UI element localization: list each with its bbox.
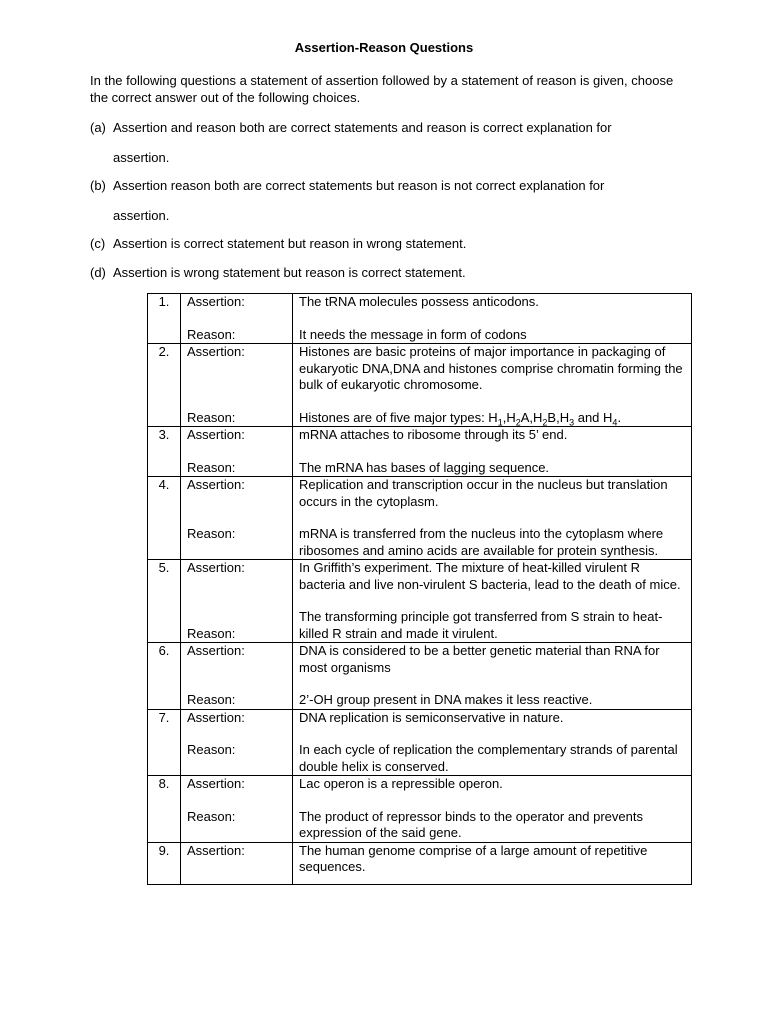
question-number: 8. [148,776,181,843]
option-letter: (a) [90,120,106,135]
reason-label: Reason: [187,742,236,757]
statement-cell [293,294,692,344]
option-text: Assertion reason both are correct statements but reason is not correct explanation for [113,178,605,193]
table-row [148,477,692,560]
option-continuation: assertion. [113,149,170,165]
option-text: Assertion and reason both are correct statements and reason is correct explanation for [113,120,612,135]
option-letter: (d) [90,265,106,280]
reason-label: Reason: [187,459,236,475]
assertion-text: Histones are basic proteins of major importance in packaging of eukaryotic DNA,DNA and histones comprise chromatin forming the bulk of eukaryotic chromosome. [299,344,683,392]
assertion-label: Assertion: [187,842,245,858]
assertion-text: DNA is considered to be a better genetic material than RNA for most organisms [299,643,660,675]
assertion-label: Assertion: [187,776,245,791]
option-letter: (b) [90,178,106,193]
statement-cell [293,776,692,843]
label-cell [181,776,293,843]
table-row [148,842,692,884]
statement-cell [293,842,692,884]
assertion-text: Replication and transcription occur in the nucleus but translation occurs in the cytoplasm. [299,477,668,509]
reason-text: It needs the message in form of codons [299,326,527,342]
questions-table [147,293,692,885]
table-row [148,643,692,710]
label-cell [181,709,293,776]
reason-text: The product of repressor binds to the operator and prevents expression of the said gene. [299,808,643,840]
statement-cell [293,427,692,477]
assertion-text: Lac operon is a repressible operon. [299,776,503,791]
assertion-text: In Griffith’s experiment. The mixture of heat-killed virulent R bacteria and live non-virulent S bacteria, lead to the death of mice. [299,560,681,592]
reason-label: Reason: [187,525,236,541]
table-row [148,344,692,427]
assertion-text: mRNA attaches to ribosome through its 5’ end. [299,427,568,442]
page-title: Assertion-Reason Questions [294,40,474,55]
label-cell [181,477,293,560]
reason-label: Reason: [187,691,236,707]
label-cell [181,427,293,477]
question-number: 9. [148,842,181,884]
assertion-label: Assertion: [187,560,245,575]
reason-text: In each cycle of replication the complementary strands of parental double helix is conserved. [299,742,678,774]
option-b [90,178,710,224]
assertion-label: Assertion: [187,427,245,442]
assertion-label: Assertion: [187,709,245,725]
table-row [148,776,692,843]
question-number: 6. [148,643,181,710]
reason-text: The mRNA has bases of lagging sequence. [299,459,550,475]
question-number: 2. [148,344,181,427]
statement-cell [293,344,692,427]
reason-label: Reason: [187,326,236,342]
table-row [148,560,692,643]
reason-label: Reason: [187,409,236,425]
intro-paragraph: In the following questions a statement of assertion followed by a statement of reason is given, choose the correct answer out of the following choices. [90,73,674,105]
option-c [90,236,710,253]
option-continuation: assertion. [113,207,170,223]
table-row [148,709,692,776]
table-row [148,294,692,344]
reason-label: Reason: [187,625,236,641]
table-row [148,427,692,477]
option-text: Assertion is correct statement but reason in wrong statement. [113,236,467,251]
statement-cell [293,643,692,710]
reason-label: Reason: [187,808,236,824]
question-number: 4. [148,477,181,560]
assertion-text: The human genome comprise of a large amount of repetitive sequences. [299,842,648,874]
statement-cell [293,560,692,643]
assertion-text: DNA replication is semiconservative in nature. [299,709,564,725]
question-number: 3. [148,427,181,477]
option-d [90,265,710,282]
option-text: Assertion is wrong statement but reason is correct statement. [113,265,466,280]
question-number: 5. [148,560,181,643]
label-cell [181,643,293,710]
reason-text: Histones are of five major types: $H_1,H_2A,H_2B,H_3$ and $H_4$. [299,409,622,428]
reason-text: 2’-OH group present in DNA makes it less reactive. [299,692,593,707]
assertion-label: Assertion: [187,344,245,359]
label-cell [181,344,293,427]
label-cell [181,560,293,643]
statement-cell [293,477,692,560]
option-letter: (c) [90,236,106,251]
statement-cell [293,709,692,776]
assertion-text: The tRNA molecules possess anticodons. [299,294,539,309]
question-number: 7. [148,709,181,776]
question-number: 1. [148,294,181,344]
assertion-label: Assertion: [187,477,245,492]
option-a [90,120,710,166]
reason-text: mRNA is transferred from the nucleus into the cytoplasm where ribosomes and amino acids are available for protein synthesis. [299,526,664,558]
label-cell [181,842,293,884]
label-cell [181,294,293,344]
reason-text: The transforming principle got transferred from S strain to heat-killed R strain and made it virulent. [299,609,663,641]
assertion-label: Assertion: [187,294,245,309]
assertion-label: Assertion: [187,643,245,658]
